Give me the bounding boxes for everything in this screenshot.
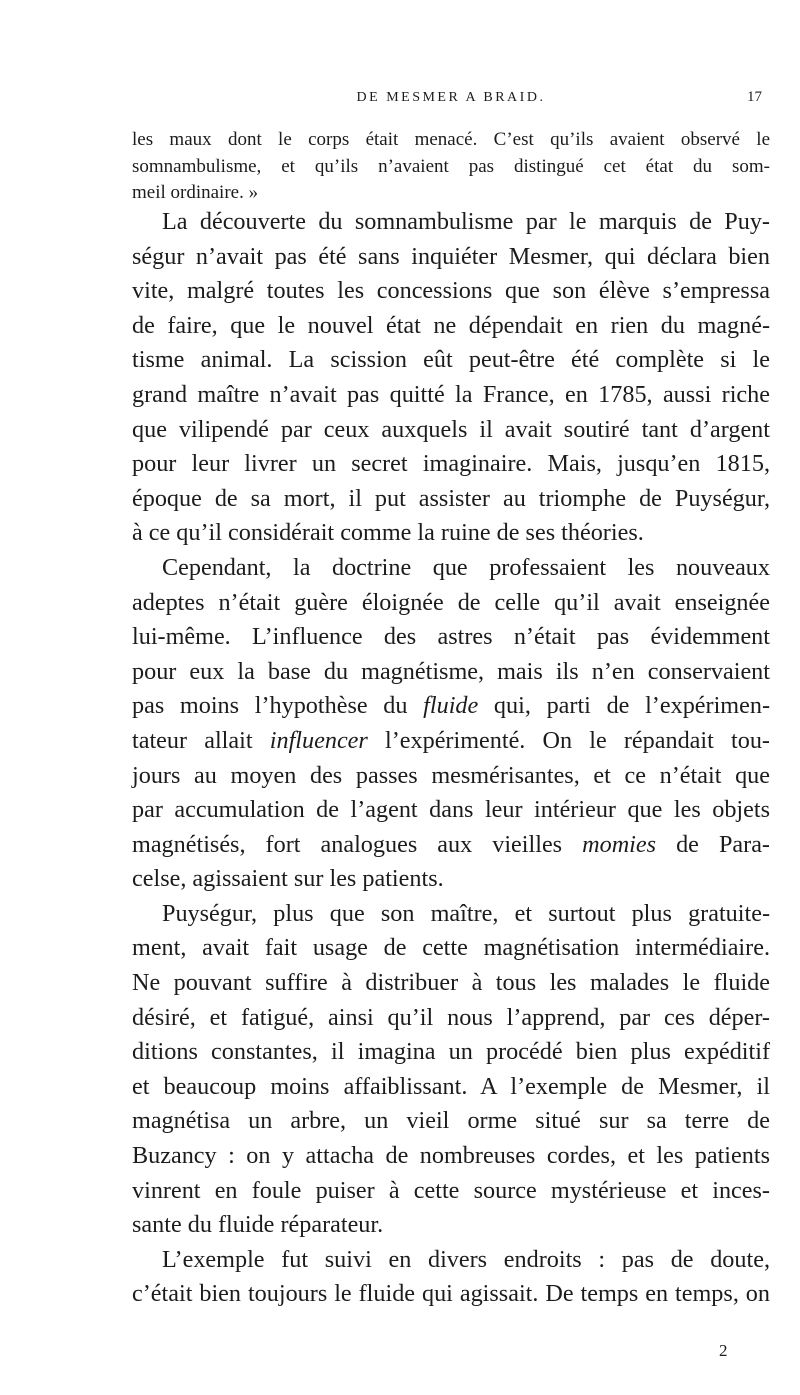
text-run: pas moins l’hypothèse du xyxy=(132,692,424,720)
text-line: adeptes n’était guère éloignée de celle qu’il avait enseignée xyxy=(132,588,770,616)
text-line: désiré, et fatigué, ainsi qu’il nous l’apprend, par ces déper- xyxy=(132,1003,770,1031)
text-line: ment, avait fait usage de cette magnétisation intermédiaire. xyxy=(132,934,770,962)
text-line xyxy=(132,724,770,759)
text-line: sante du fluide réparateur. xyxy=(132,1211,384,1239)
text-line: magnétisa un arbre, un vieil orme situé sur sa terre de xyxy=(132,1107,770,1135)
body-text xyxy=(132,205,770,1312)
text-line: les maux dont le corps était menacé. C’est qu’ils avaient observé le xyxy=(132,129,770,150)
text-line: La découverte du somnambulisme par le marquis de Puy- xyxy=(162,208,770,235)
text-line: époque de sa mort, il put assister au triomphe de Puységur, xyxy=(132,484,770,512)
text-run: de Para- xyxy=(656,830,770,858)
text-line: ségur n’avait pas été sans inquiéter Mesmer, qui déclara bien xyxy=(132,242,770,270)
text-line: meil ordinaire. » xyxy=(132,182,259,203)
text-line: pour leur livrer un secret imaginaire. Mais, jusqu’en 1815, xyxy=(132,450,770,478)
text-line: Cependant, la doctrine que professaient les nouveaux xyxy=(162,553,770,581)
text-line: tisme animal. La scission eût peut-être été complète si le xyxy=(132,346,770,374)
text-line: c’était bien toujours le fluide qui agissait. De temps en temps, on xyxy=(132,1280,770,1308)
page-number: 17 xyxy=(747,89,762,105)
text-line: celse, agissaient sur les patients. xyxy=(132,865,444,893)
text-line: vinrent en foule puiser à cette source mystérieuse et inces- xyxy=(132,1176,770,1204)
text-run: l’expérimenté. On le répandait tou- xyxy=(367,726,770,754)
text-line: et beaucoup moins affaiblissant. A l’exemple de Mesmer, il xyxy=(132,1072,770,1100)
text-line: que vilipendé par ceux auxquels il avait soutiré tant d’argent xyxy=(132,415,770,443)
running-head xyxy=(132,86,770,110)
text-line: pour eux la base du magnétisme, mais ils n’en conservaient xyxy=(132,657,770,685)
text-run: magnétisés, fort analogues aux vieilles xyxy=(132,830,583,858)
text-line: Ne pouvant suffire à distribuer à tous les malades le fluide xyxy=(132,969,770,997)
text-line: vite, malgré toutes les concessions que son élève s’empressa xyxy=(132,277,770,305)
text-line: lui-même. L’influence des astres n’était pas évidemment xyxy=(132,623,770,651)
text-line: L’exemple fut suivi en divers endroits : pas de doute, xyxy=(162,1245,770,1273)
text-line: par accumulation de l’agent dans leur intérieur que les objets xyxy=(132,796,770,824)
italic-term-momies: momies xyxy=(582,830,657,858)
text-line: Puységur, plus que son maître, et surtout plus gratuite- xyxy=(162,899,770,927)
signature-mark: 2 xyxy=(719,1341,728,1360)
text-line: de faire, que le nouvel état ne dépendait en rien du magné- xyxy=(132,311,770,339)
italic-term-influencer: influencer xyxy=(269,726,368,754)
quotation-paragraph xyxy=(132,127,770,207)
text-line: grand maître n’avait pas quitté la France, en 1785, aussi riche xyxy=(132,380,770,408)
text-line: ditions constantes, il imagina un procédé bien plus expéditif xyxy=(132,1038,770,1066)
text-line: Buzancy : on y attacha de nombreuses cordes, et les patients xyxy=(132,1142,770,1170)
running-title: DE MESMER A BRAID. xyxy=(356,90,546,105)
text-run: qui, parti de l’expérimen- xyxy=(478,692,770,720)
text-run: tateur allait xyxy=(132,726,270,754)
italic-term-fluide: fluide xyxy=(423,692,479,720)
text-line: somnambulisme, et qu’ils n’avaient pas distingué cet état du som- xyxy=(132,155,770,177)
text-line xyxy=(132,828,770,863)
text-line: jours au moyen des passes mesmérisantes, et ce n’était que xyxy=(132,761,770,789)
text-line xyxy=(132,689,770,724)
text-line: à ce qu’il considérait comme la ruine de ses théories. xyxy=(132,519,644,547)
